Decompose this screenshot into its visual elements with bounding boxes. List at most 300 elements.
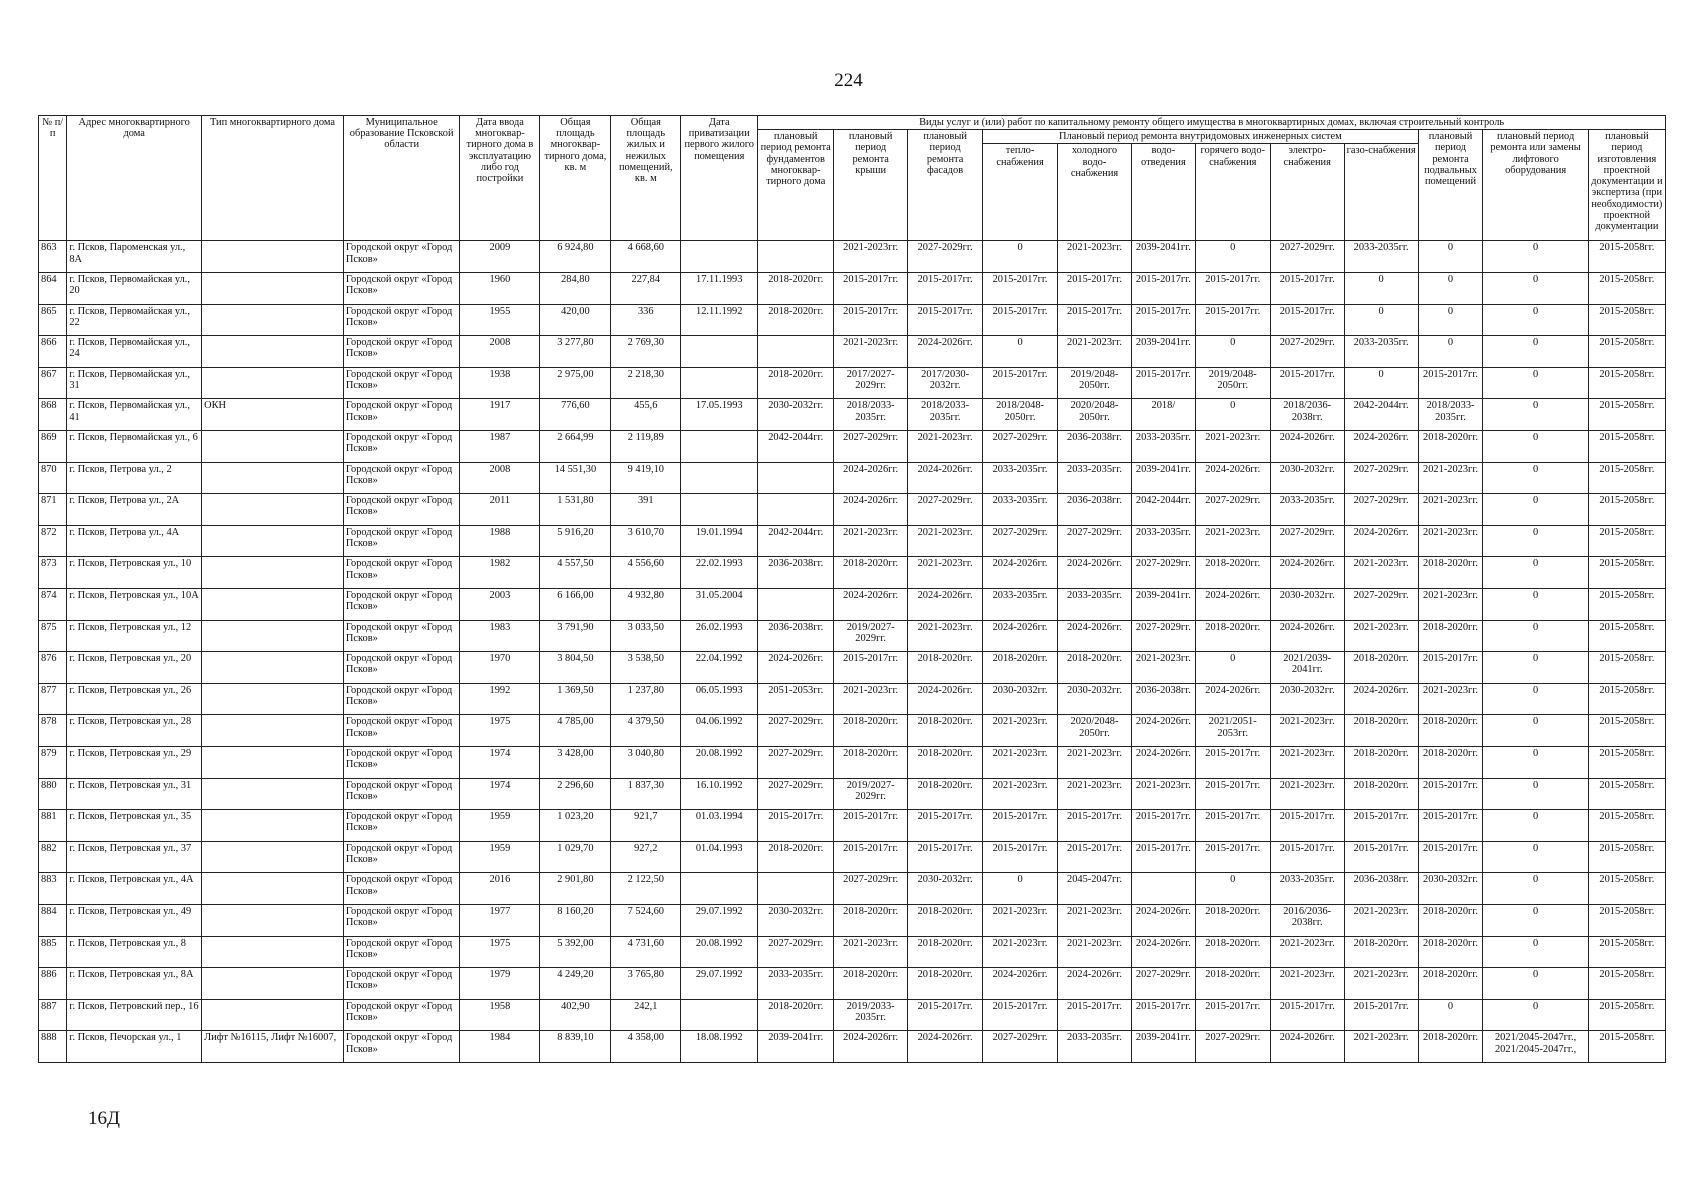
cell-drain: 2018/ [1131,399,1195,431]
cell-living: 336 [611,304,681,336]
cell-found: 2027-2029гг. [758,778,834,810]
cell-n: 887 [39,999,67,1031]
cell-facade: 2021-2023гг. [908,620,983,652]
cell-found: 2036-2038гг. [758,620,834,652]
table-row [39,336,1666,368]
cell-year: 1938 [460,367,540,399]
cell-docs: 2015-2058гг. [1588,525,1665,557]
header-foundation: плановый период ремонта фундаментов многоквар-тирного дома [758,130,834,241]
cell-gas: 2033-2035гг. [1344,336,1418,368]
cell-cold: 2033-2035гг. [1058,462,1132,494]
cell-heat: 2015-2017гг. [983,999,1058,1031]
cell-mo: Городской округ «Город Псков» [343,841,460,873]
cell-type [202,273,344,305]
cell-addr: г. Псков, Петрова ул., 2А [67,494,202,526]
cell-docs: 2015-2058гг. [1588,746,1665,778]
cell-heat: 2027-2029гг. [983,525,1058,557]
cell-basement: 2021-2023гг. [1418,589,1483,621]
cell-facade: 2024-2026гг. [908,683,983,715]
cell-heat: 2027-2029гг. [983,1031,1058,1063]
cell-drain: 2021-2023гг. [1131,778,1195,810]
cell-cold: 2015-2017гг. [1058,841,1132,873]
header-roof: плановый период ремонта крыши [834,130,908,241]
cell-roof: 2027-2029гг. [834,431,908,463]
cell-elec: 2021-2023гг. [1270,936,1344,968]
table-row [39,431,1666,463]
cell-mo: Городской округ «Город Псков» [343,715,460,747]
cell-living: 4 731,60 [611,936,681,968]
cell-docs: 2015-2058гг. [1588,304,1665,336]
cell-addr: г. Псков, Петровская ул., 49 [67,904,202,936]
cell-lift: 0 [1483,399,1588,431]
cell-hot: 2018-2020гг. [1195,904,1270,936]
cell-drain: 2024-2026гг. [1131,746,1195,778]
cell-gas: 2018-2020гг. [1344,746,1418,778]
cell-facade: 2015-2017гг. [908,999,983,1031]
cell-year: 1975 [460,715,540,747]
cell-mo: Городской округ «Город Псков» [343,431,460,463]
cell-drain: 2024-2026гг. [1131,936,1195,968]
cell-area: 3 428,00 [540,746,611,778]
cell-roof: 2018-2020гг. [834,715,908,747]
cell-addr: г. Псков, Петровская ул., 31 [67,778,202,810]
cell-area: 3 277,80 [540,336,611,368]
table-row [39,778,1666,810]
cell-year: 1982 [460,557,540,589]
cell-type [202,525,344,557]
cell-year: 1987 [460,431,540,463]
cell-n: 868 [39,399,67,431]
cell-hot: 2024-2026гг. [1195,683,1270,715]
cell-lift: 0 [1483,968,1588,1000]
header-date: Дата ввода многоквар-тирного дома в эксплуатацию либо год постройки [460,116,540,241]
cell-found [758,241,834,273]
cell-basement: 2018-2020гг. [1418,936,1483,968]
cell-elec: 2021-2023гг. [1270,968,1344,1000]
cell-docs: 2015-2058гг. [1588,936,1665,968]
cell-year: 2016 [460,873,540,905]
cell-found: 2033-2035гг. [758,968,834,1000]
cell-heat: 2021-2023гг. [983,936,1058,968]
cell-found: 2027-2029гг. [758,936,834,968]
cell-type [202,241,344,273]
cell-found: 2051-2053гг. [758,683,834,715]
cell-n: 869 [39,431,67,463]
cell-living: 4 556,60 [611,557,681,589]
cell-lift: 0 [1483,841,1588,873]
cell-cold: 2027-2029гг. [1058,525,1132,557]
cell-hot: 2018-2020гг. [1195,620,1270,652]
cell-cold: 2021-2023гг. [1058,778,1132,810]
cell-mo: Городской округ «Город Псков» [343,1031,460,1063]
cell-elec: 2030-2032гг. [1270,589,1344,621]
cell-hot: 2024-2026гг. [1195,462,1270,494]
table-row [39,1031,1666,1063]
cell-drain: 2015-2017гг. [1131,273,1195,305]
cell-docs: 2015-2058гг. [1588,273,1665,305]
cell-lift: 0 [1483,904,1588,936]
cell-n: 867 [39,367,67,399]
cell-docs: 2015-2058гг. [1588,241,1665,273]
cell-facade: 2027-2029гг. [908,494,983,526]
cell-gas: 2027-2029гг. [1344,494,1418,526]
cell-docs: 2015-2058гг. [1588,715,1665,747]
cell-facade: 2015-2017гг. [908,810,983,842]
cell-type [202,652,344,684]
cell-hot: 2015-2017гг. [1195,841,1270,873]
cell-living: 391 [611,494,681,526]
cell-area: 3 791,90 [540,620,611,652]
cell-mo: Городской округ «Город Псков» [343,873,460,905]
cell-docs: 2015-2058гг. [1588,399,1665,431]
cell-area: 776,60 [540,399,611,431]
cell-facade: 2027-2029гг. [908,241,983,273]
cell-facade: 2018-2020гг. [908,904,983,936]
cell-heat: 2018-2020гг. [983,652,1058,684]
cell-type [202,336,344,368]
cell-basement: 2018-2020гг. [1418,620,1483,652]
cell-living: 3 040,80 [611,746,681,778]
cell-type [202,715,344,747]
header-total-area: Общая площадь многоквар-тирного дома, кв. м [540,116,611,241]
cell-docs: 2015-2058гг. [1588,336,1665,368]
cell-type [202,620,344,652]
cell-type [202,304,344,336]
cell-docs: 2015-2058гг. [1588,841,1665,873]
cell-year: 1959 [460,810,540,842]
cell-hot: 0 [1195,399,1270,431]
cell-gas: 0 [1344,273,1418,305]
cell-living: 4 358,00 [611,1031,681,1063]
cell-living: 3 538,50 [611,652,681,684]
cell-drain: 2036-2038гг. [1131,683,1195,715]
cell-hot: 2021/2051-2053гг. [1195,715,1270,747]
cell-basement: 2015-2017гг. [1418,367,1483,399]
cell-found [758,494,834,526]
cell-living: 455,6 [611,399,681,431]
table-row [39,936,1666,968]
cell-elec: 2021-2023гг. [1270,778,1344,810]
cell-docs: 2015-2058гг. [1588,999,1665,1031]
cell-n: 884 [39,904,67,936]
cell-year: 1955 [460,304,540,336]
cell-n: 865 [39,304,67,336]
cell-living: 7 524,60 [611,904,681,936]
cell-hot: 2018-2020гг. [1195,968,1270,1000]
cell-n: 864 [39,273,67,305]
cell-drain: 2027-2029гг. [1131,620,1195,652]
header-gas: газо-снабжения [1344,144,1418,241]
cell-hot: 2015-2017гг. [1195,304,1270,336]
cell-elec: 2024-2026гг. [1270,1031,1344,1063]
cell-priv [681,367,758,399]
cell-addr: г. Псков, Петровская ул., 20 [67,652,202,684]
cell-roof: 2019/2027-2029гг. [834,778,908,810]
cell-gas: 2021-2023гг. [1344,557,1418,589]
cell-elec: 2015-2017гг. [1270,304,1344,336]
cell-drain: 2024-2026гг. [1131,715,1195,747]
cell-heat: 2021-2023гг. [983,904,1058,936]
cell-n: 886 [39,968,67,1000]
cell-mo: Городской округ «Город Псков» [343,936,460,968]
cell-cold: 2033-2035гг. [1058,1031,1132,1063]
cell-roof: 2021-2023гг. [834,336,908,368]
cell-roof: 2021-2023гг. [834,241,908,273]
cell-priv [681,431,758,463]
cell-elec: 2033-2035гг. [1270,494,1344,526]
cell-heat: 2024-2026гг. [983,968,1058,1000]
cell-cold: 2015-2017гг. [1058,304,1132,336]
cell-basement: 2018-2020гг. [1418,557,1483,589]
cell-year: 1917 [460,399,540,431]
cell-addr: г. Псков, Петровская ул., 10 [67,557,202,589]
cell-cold: 2033-2035гг. [1058,589,1132,621]
cell-elec: 2021-2023гг. [1270,746,1344,778]
cell-heat: 2021-2023гг. [983,715,1058,747]
cell-heat: 2021-2023гг. [983,778,1058,810]
cell-gas: 2033-2035гг. [1344,241,1418,273]
cell-roof: 2021-2023гг. [834,525,908,557]
cell-living: 4 668,60 [611,241,681,273]
cell-hot: 2021-2023гг. [1195,525,1270,557]
cell-roof: 2024-2026гг. [834,494,908,526]
cell-mo: Городской округ «Город Псков» [343,241,460,273]
cell-lift: 0 [1483,746,1588,778]
cell-drain: 2039-2041гг. [1131,462,1195,494]
cell-n: 863 [39,241,67,273]
cell-year: 1958 [460,999,540,1031]
table-row [39,304,1666,336]
cell-roof: 2024-2026гг. [834,462,908,494]
cell-elec: 2030-2032гг. [1270,683,1344,715]
header-address: Адрес многоквартирного дома [67,116,202,241]
cell-lift: 0 [1483,620,1588,652]
header-privatization: Дата приватизации первого жилого помещения [681,116,758,241]
cell-drain: 2039-2041гг. [1131,1031,1195,1063]
cell-area: 6 924,80 [540,241,611,273]
cell-found: 2039-2041гг. [758,1031,834,1063]
cell-year: 2011 [460,494,540,526]
cell-lift: 0 [1483,557,1588,589]
cell-area: 14 551,30 [540,462,611,494]
cell-drain: 2021-2023гг. [1131,652,1195,684]
cell-addr: г. Псков, Петровская ул., 28 [67,715,202,747]
table-row [39,999,1666,1031]
cell-docs: 2015-2058гг. [1588,1031,1665,1063]
cell-area: 1 029,70 [540,841,611,873]
capital-repair-table-wrap [38,115,1666,1063]
cell-roof: 2021-2023гг. [834,936,908,968]
cell-drain: 2015-2017гг. [1131,810,1195,842]
cell-mo: Городской округ «Город Псков» [343,367,460,399]
cell-mo: Городской округ «Город Псков» [343,589,460,621]
cell-cold: 2018-2020гг. [1058,652,1132,684]
cell-year: 1959 [460,841,540,873]
cell-living: 3 033,50 [611,620,681,652]
cell-found [758,873,834,905]
cell-roof: 2018-2020гг. [834,557,908,589]
cell-heat: 2021-2023гг. [983,746,1058,778]
cell-hot: 2015-2017гг. [1195,999,1270,1031]
cell-priv: 26.02.1993 [681,620,758,652]
cell-drain: 2015-2017гг. [1131,841,1195,873]
cell-n: 872 [39,525,67,557]
cell-roof: 2015-2017гг. [834,652,908,684]
cell-facade: 2018/2033-2035гг. [908,399,983,431]
cell-cold: 2019/2048-2050гг. [1058,367,1132,399]
cell-area: 3 804,50 [540,652,611,684]
cell-year: 1970 [460,652,540,684]
cell-lift: 2021/2045-2047гг., 2021/2045-2047гг., [1483,1031,1588,1063]
cell-type [202,810,344,842]
header-heat: тепло-снабжения [983,144,1058,241]
cell-hot: 2015-2017гг. [1195,810,1270,842]
cell-basement: 2021-2023гг. [1418,683,1483,715]
cell-found: 2030-2032гг. [758,904,834,936]
cell-basement: 2018-2020гг. [1418,431,1483,463]
cell-elec: 2016/2036-2038гг. [1270,904,1344,936]
cell-found [758,462,834,494]
cell-roof: 2018-2020гг. [834,968,908,1000]
cell-found: 2042-2044гг. [758,525,834,557]
table-row [39,715,1666,747]
cell-gas: 2024-2026гг. [1344,431,1418,463]
cell-elec: 2027-2029гг. [1270,241,1344,273]
cell-basement: 0 [1418,241,1483,273]
cell-heat: 2024-2026гг. [983,620,1058,652]
header-drainage: водо-отведения [1131,144,1195,241]
cell-area: 5 392,00 [540,936,611,968]
cell-area: 4 785,00 [540,715,611,747]
cell-docs: 2015-2058гг. [1588,968,1665,1000]
cell-n: 878 [39,715,67,747]
cell-area: 5 916,20 [540,525,611,557]
cell-facade: 2015-2017гг. [908,304,983,336]
cell-drain: 2015-2017гг. [1131,367,1195,399]
cell-n: 888 [39,1031,67,1063]
header-living-area: Общая площадь жилых и нежилых помещений, кв. м [611,116,681,241]
cell-area: 4 557,50 [540,557,611,589]
cell-n: 871 [39,494,67,526]
cell-lift: 0 [1483,273,1588,305]
cell-priv: 04.06.1992 [681,715,758,747]
cell-n: 880 [39,778,67,810]
cell-cold: 2036-2038гг. [1058,494,1132,526]
header-services: Виды услуг и (или) работ по капитальному ремонту общего имущества в многоквартирных домах, включая строительный контроль [758,116,1666,130]
cell-area: 6 166,00 [540,589,611,621]
cell-elec: 2021/2039-2041гг. [1270,652,1344,684]
cell-type [202,494,344,526]
cell-living: 1 237,80 [611,683,681,715]
cell-cold: 2021-2023гг. [1058,936,1132,968]
table-row [39,494,1666,526]
cell-cold: 2021-2023гг. [1058,336,1132,368]
cell-docs: 2015-2058гг. [1588,873,1665,905]
cell-n: 879 [39,746,67,778]
cell-area: 2 901,80 [540,873,611,905]
cell-elec: 2027-2029гг. [1270,525,1344,557]
cell-type [202,936,344,968]
cell-hot: 0 [1195,241,1270,273]
cell-basement: 2015-2017гг. [1418,841,1483,873]
cell-basement: 2018-2020гг. [1418,968,1483,1000]
cell-docs: 2015-2058гг. [1588,652,1665,684]
cell-hot: 2015-2017гг. [1195,746,1270,778]
table-row [39,273,1666,305]
cell-area: 2 296,60 [540,778,611,810]
cell-elec: 2021-2023гг. [1270,715,1344,747]
cell-addr: г. Псков, Петровская ул., 29 [67,746,202,778]
cell-lift: 0 [1483,652,1588,684]
cell-type [202,841,344,873]
cell-type [202,683,344,715]
header-lift: плановый период ремонта или замены лифтового оборудования [1483,130,1588,241]
cell-addr: г. Псков, Первомайская ул., 20 [67,273,202,305]
cell-addr: г. Псков, Пароменская ул., 8А [67,241,202,273]
cell-area: 2 975,00 [540,367,611,399]
cell-heat: 2033-2035гг. [983,494,1058,526]
cell-lift: 0 [1483,431,1588,463]
cell-gas: 2027-2029гг. [1344,462,1418,494]
cell-elec: 2024-2026гг. [1270,431,1344,463]
cell-cold: 2021-2023гг. [1058,241,1132,273]
cell-living: 921,7 [611,810,681,842]
cell-basement: 2021-2023гг. [1418,462,1483,494]
cell-heat: 2015-2017гг. [983,367,1058,399]
cell-drain: 2042-2044гг. [1131,494,1195,526]
cell-facade: 2015-2017гг. [908,273,983,305]
footer-code: 16Д [88,1108,120,1129]
cell-hot: 2015-2017гг. [1195,778,1270,810]
table-body [39,241,1666,1062]
cell-gas: 0 [1344,367,1418,399]
table-row [39,462,1666,494]
cell-drain: 2039-2041гг. [1131,336,1195,368]
table-row [39,399,1666,431]
cell-roof: 2021-2023гг. [834,683,908,715]
cell-gas: 2015-2017гг. [1344,810,1418,842]
cell-elec: 2015-2017гг. [1270,810,1344,842]
cell-heat: 2033-2035гг. [983,462,1058,494]
cell-drain: 2039-2041гг. [1131,241,1195,273]
cell-facade: 2024-2026гг. [908,589,983,621]
cell-mo: Городской округ «Город Псков» [343,557,460,589]
cell-addr: г. Псков, Петрова ул., 4А [67,525,202,557]
cell-docs: 2015-2058гг. [1588,494,1665,526]
cell-addr: г. Псков, Петровская ул., 12 [67,620,202,652]
cell-living: 2 218,30 [611,367,681,399]
cell-mo: Городской округ «Город Псков» [343,494,460,526]
cell-year: 1988 [460,525,540,557]
cell-mo: Городской округ «Город Псков» [343,746,460,778]
cell-mo: Городской округ «Город Псков» [343,399,460,431]
cell-found: 2027-2029гг. [758,746,834,778]
table-row [39,525,1666,557]
cell-area: 284,80 [540,273,611,305]
cell-drain: 2033-2035гг. [1131,431,1195,463]
cell-addr: г. Псков, Петровская ул., 8 [67,936,202,968]
cell-roof: 2017/2027-2029гг. [834,367,908,399]
cell-year: 1960 [460,273,540,305]
cell-n: 881 [39,810,67,842]
cell-priv: 19.01.1994 [681,525,758,557]
cell-cold: 2021-2023гг. [1058,746,1132,778]
table-header [39,116,1666,241]
cell-basement: 2021-2023гг. [1418,494,1483,526]
header-municipality: Муниципальное образование Псковской области [343,116,460,241]
cell-heat: 2015-2017гг. [983,304,1058,336]
cell-lift: 0 [1483,683,1588,715]
